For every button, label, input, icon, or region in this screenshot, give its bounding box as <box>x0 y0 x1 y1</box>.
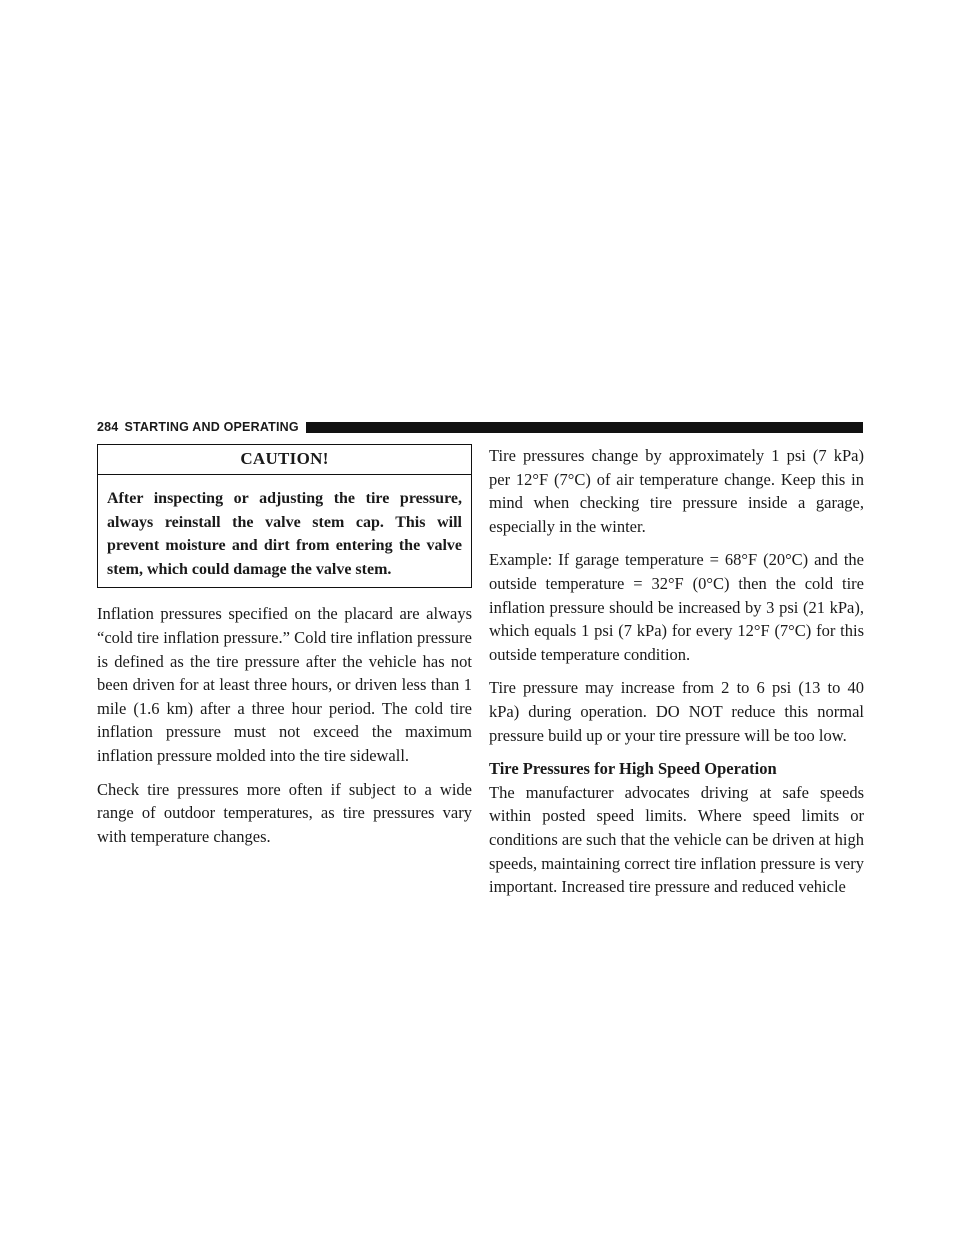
page-number: 284 <box>97 420 119 434</box>
caution-title: CAUTION! <box>98 445 471 475</box>
paragraph-cold-tire-inflation: Inflation pressures specified on the placard are always “cold tire inflation pressure.” Cold tire inflation pressure is defined as the tire pressure after the vehicle has not been driven for at least three hours, or driven less than 1 mile (1.6 km) after a three hour period. The cold tire inflation pressure must not exceed the maximum inflation pressure molded into the tire sidewall. <box>97 604 472 765</box>
subheading-high-speed: Tire Pressures for High Speed Operation <box>489 759 777 779</box>
page-header <box>97 419 863 435</box>
left-column <box>97 444 472 858</box>
paragraph-pressure-change: Tire pressures change by approximately 1 psi (7 kPa) per 12°F (7°C) of air temperature change. Keep this in mind when checking tire pressure inside a garage, especially in the winter. <box>489 446 864 536</box>
paragraph-check-pressures: Check tire pressures more often if subject to a wide range of outdoor temperatures, as tire pressures vary with temperature changes. <box>97 779 472 846</box>
paragraph-high-speed: The manufacturer advocates driving at safe speeds within posted speed limits. Where speed limits or conditions are such that the vehicle can be driven at high speeds, maintaining correct tire inflation pressure is very important. Increased tire pressure and reduced vehicle <box>489 782 864 897</box>
caution-box <box>97 444 472 588</box>
paragraph-example: Example: If garage temperature = 68°F (20°C) and the outside temperature = 32°F (0°C) then the cold tire inflation pressure should be increased by 3 psi (21 kPa), which equals 1 psi (7 kPa) for every 12°F (7°C) for this outside temperature condition. <box>489 550 864 664</box>
header-rule <box>306 422 863 433</box>
right-column <box>489 444 864 909</box>
paragraph-pressure-increase: Tire pressure may increase from 2 to 6 psi (13 to 40 kPa) during operation. DO NOT reduce this normal pressure build up or your tire pressure will be too low. <box>489 678 864 745</box>
section-title: STARTING AND OPERATING <box>124 420 299 434</box>
caution-text: After inspecting or adjusting the tire pressure, always reinstall the valve stem cap. This will prevent moisture and dirt from entering the valve stem, which could damage the valve stem. <box>107 490 462 578</box>
